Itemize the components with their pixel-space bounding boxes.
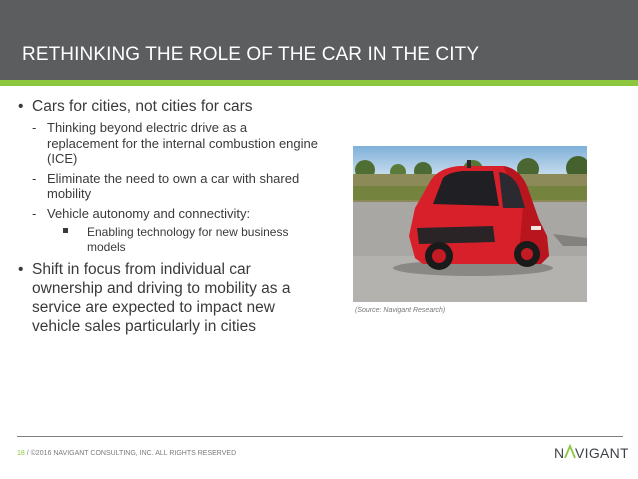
bullet-text: Cars for cities, not cities for cars	[32, 98, 253, 115]
bullet-level-1	[18, 97, 318, 116]
bullet-level-2	[18, 171, 318, 202]
bullet-text: Thinking beyond electric drive as a replacement for the internal combustion engine (ICE)	[47, 120, 318, 166]
copyright: / ©2016 NAVIGANT CONSULTING, INC. ALL RIGHTS RESERVED	[26, 450, 237, 457]
image-source-caption: (Source: Navigant Research)	[355, 307, 446, 314]
slide-title: RETHINKING THE ROLE OF THE CAR IN THE CITY	[22, 44, 480, 65]
dash-icon: -	[32, 170, 37, 186]
svg-text:VIGANT: VIGANT	[575, 445, 628, 461]
bullet-level-3	[18, 225, 318, 254]
footer-divider	[17, 436, 623, 437]
page-number: 18	[17, 450, 25, 457]
square-bullet-icon	[63, 228, 68, 233]
svg-text:N: N	[554, 445, 565, 461]
bullet-text: Shift in focus from individual car ownership and driving to mobility as a service are expected to impact new vehicle sales particularly in cities	[32, 261, 291, 335]
dash-icon: -	[32, 120, 37, 135]
bullet-list	[18, 97, 318, 336]
bullet-level-2	[18, 206, 318, 222]
navigant-logo	[548, 441, 628, 463]
footer-text	[17, 450, 236, 457]
bullet-level-1	[18, 260, 318, 336]
bullet-dot-icon: •	[18, 98, 24, 115]
accent-bar	[0, 80, 638, 86]
dash-icon: -	[32, 205, 37, 221]
bullet-text: Eliminate the need to own a car with shared mobility	[47, 170, 300, 201]
concept-car-photo	[353, 146, 587, 302]
title-bar	[0, 0, 638, 80]
bullet-level-2	[18, 120, 318, 167]
bullet-text: Vehicle autonomy and connectivity:	[47, 205, 251, 221]
bullet-dot-icon: •	[18, 261, 24, 278]
bullet-text: Enabling technology for new business models	[87, 225, 289, 254]
